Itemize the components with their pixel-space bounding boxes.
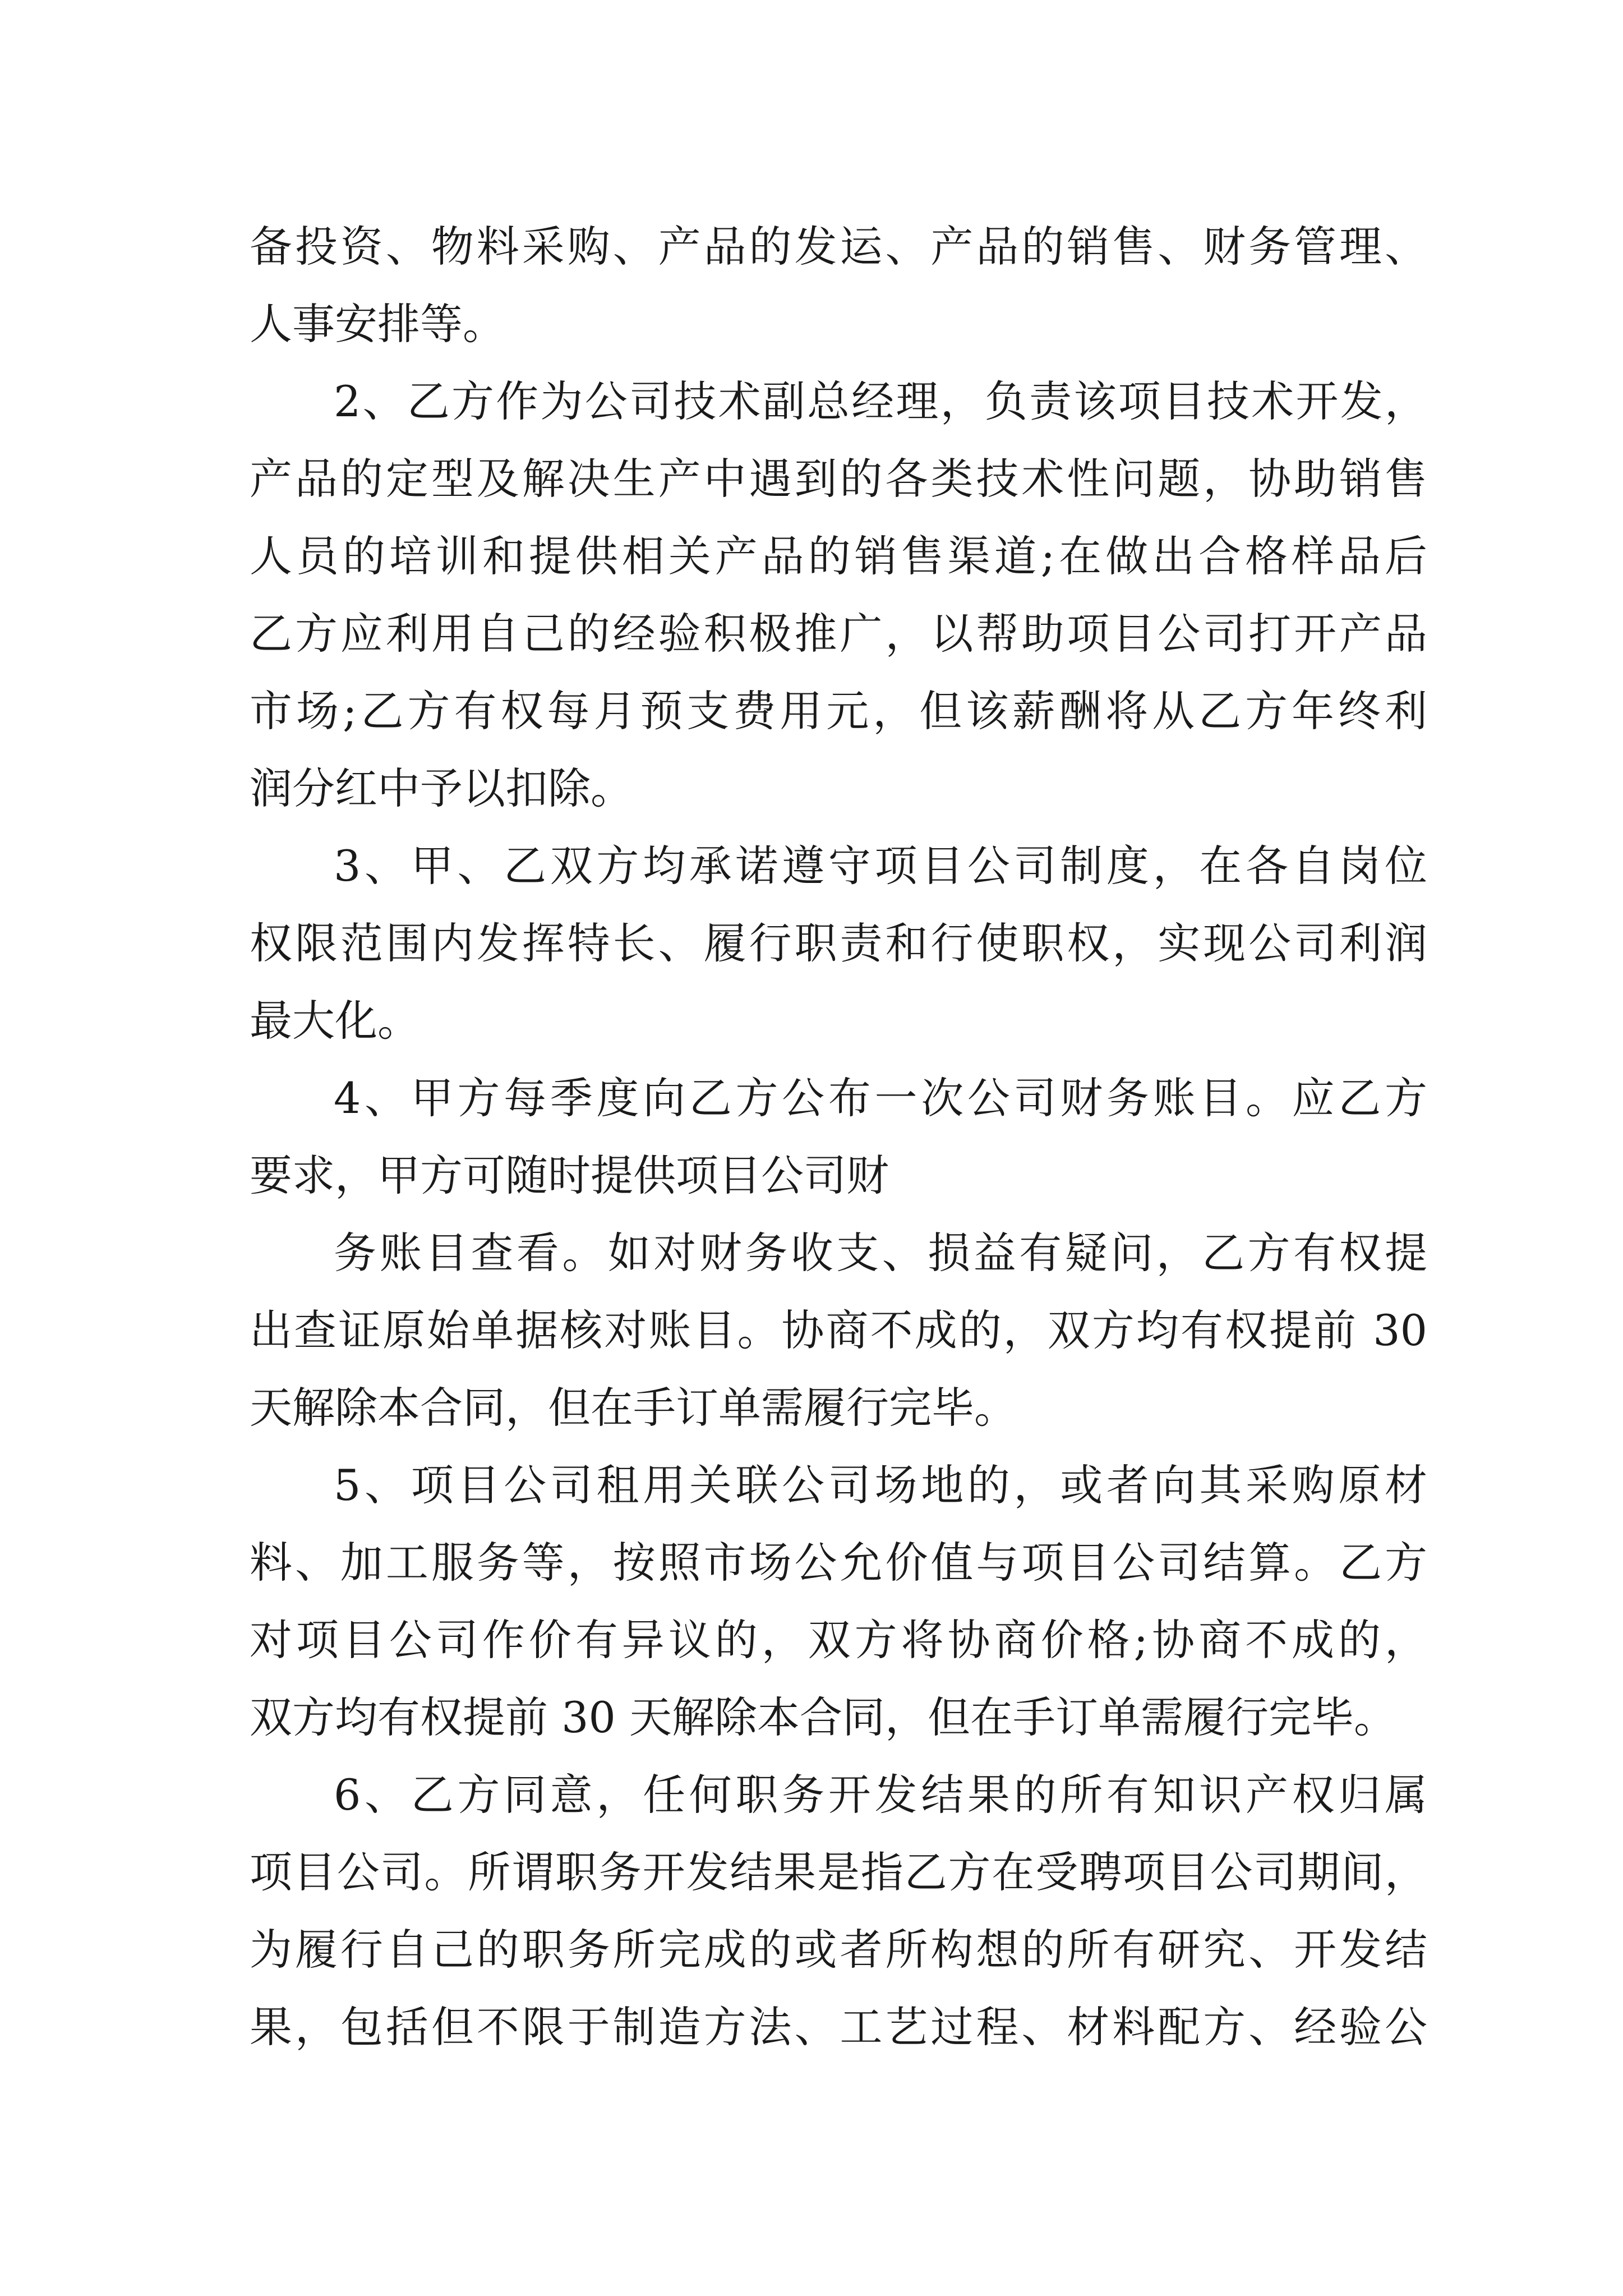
text-line: 市场;乙方有权每月预支费用元，但该薪酬将从乙方年终利 [250, 686, 1427, 736]
text-line: 果，包括但不限于制造方法、工艺过程、材料配方、经验公 [250, 2002, 1427, 2052]
text-line: 最大化。 [250, 996, 420, 1046]
text-line: 人员的培训和提供相关产品的销售渠道;在做出合格样品后 [250, 531, 1427, 581]
paragraph-2-start: 2、乙方作为公司技术副总经理，负责该项目技术开发， [334, 376, 1427, 426]
text-line: 项目公司。所谓职务开发结果是指乙方在受聘项目公司期间， [250, 1847, 1427, 1897]
text-line: 备投资、物料采购、产品的发运、产品的销售、财务管理、 [250, 222, 1427, 272]
paragraph-3-start: 3、甲、乙双方均承诺遵守项目公司制度，在各自岗位 [334, 841, 1427, 891]
text-line: 润分红中予以扣除。 [250, 763, 633, 813]
paragraph-5-start: 5、项目公司租用关联公司场地的，或者向其采购原材 [334, 1460, 1427, 1510]
paragraph-4-start: 4、甲方每季度向乙方公布一次公司财务账目。应乙方 [334, 1073, 1427, 1123]
text-line: 为履行自己的职务所完成的或者所构想的所有研究、开发结 [250, 1925, 1427, 1975]
text-line: 料、加工服务等，按照市场公允价值与项目公司结算。乙方 [250, 1538, 1427, 1588]
paragraph-4-continued: 务账目查看。如对财务收支、损益有疑问，乙方有权提 [334, 1228, 1427, 1278]
text-line: 天解除本合同，但在手订单需履行完毕。 [250, 1383, 1017, 1433]
text-line: 对项目公司作价有异议的，双方将协商价格;协商不成的， [250, 1615, 1427, 1665]
text-line: 产品的定型及解决生产中遇到的各类技术性问题，协助销售 [250, 454, 1427, 504]
text-line: 人事安排等。 [250, 299, 505, 349]
text-line: 双方均有权提前 30 天解除本合同，但在手订单需履行完毕。 [250, 1692, 1397, 1742]
text-line: 乙方应利用自己的经验积极推广，以帮助项目公司打开产品 [250, 609, 1427, 659]
paragraph-6-start: 6、乙方同意，任何职务开发结果的所有知识产权归属 [334, 1770, 1427, 1820]
text-line: 权限范围内发挥特长、履行职责和行使职权，实现公司利润 [250, 918, 1427, 968]
text-line: 要求，甲方可随时提供项目公司财 [250, 1151, 889, 1200]
text-line: 出查证原始单据核对账目。协商不成的，双方均有权提前 30 [250, 1305, 1427, 1355]
